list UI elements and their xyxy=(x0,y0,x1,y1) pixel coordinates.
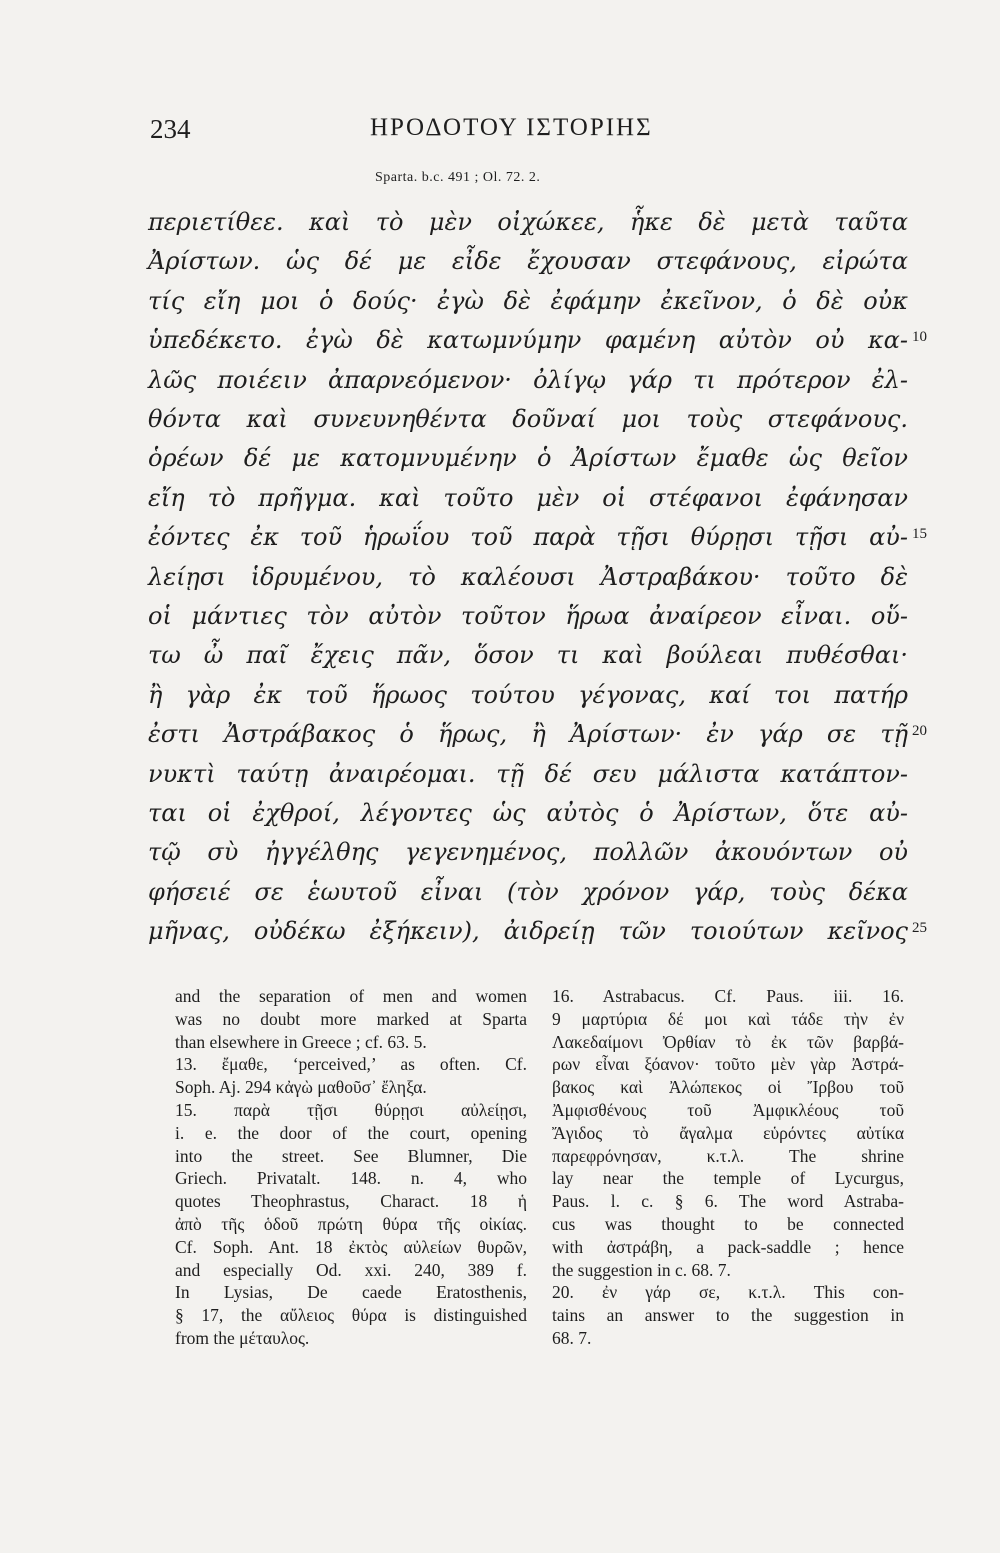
line-number: 25 xyxy=(912,920,927,936)
note-line: § 17, the αὔλειος θύρα is distinguished xyxy=(175,1305,527,1326)
subheading: Sparta. b.c. 491 ; Ol. 72. 2. xyxy=(375,170,541,185)
note-line: Λακεδαίμονι Ὀρθίαν τὸ ἐκ τῶν βαρβά- xyxy=(552,1031,904,1052)
note-line: and especially Od. xxi. 240, 389 f. xyxy=(175,1259,527,1280)
text-line: μῆνας, οὐδέκω ἐξήκειν), ἀιδρείῃ τῶν τοιούτων κεῖνος xyxy=(148,917,908,946)
note-line: the suggestion in c. 68. 7. xyxy=(552,1259,731,1280)
text-line: ὑπεδέκετο. ἐγὼ δὲ κατωμνύμην φαμένη αὐτὸν οὐ κα- xyxy=(148,326,908,355)
note-line: Ἀμφισθένους τοῦ Ἀμφικλέους τοῦ xyxy=(552,1099,904,1120)
note-line: Ἄγιδος τὸ ἄγαλμα εὑρόντες αὐτίκα xyxy=(552,1122,904,1143)
text-line: νυκτὶ ταύτῃ ἀναιρέομαι. τῇ δέ σευ μάλιστα κατάπτον- xyxy=(148,759,908,788)
note-line: i. e. the door of the court, opening xyxy=(175,1122,527,1143)
text-line: φήσειέ σε ἑωυτοῦ εἶναι (τὸν χρόνον γάρ, τοὺς δέκα xyxy=(148,877,908,906)
note-line: βακος καὶ Ἀλώπεκος οἱ Ἴρβου τοῦ xyxy=(552,1077,904,1098)
text-line: τίς εἴη μοι ὁ δούς· ἐγὼ δὲ ἐφάμην ἐκεῖνον, ὁ δὲ οὐκ xyxy=(148,286,908,315)
text-line: ται οἱ ἐχθροί, λέγοντες ὡς αὐτὸς ὁ Ἀρίστων, ὅτε αὐ- xyxy=(148,799,908,827)
text-line: θόντα καὶ συνευνηθέντα δοῦναί μοι τοὺς στεφάνους. xyxy=(148,405,908,433)
note-line: 68. 7. xyxy=(552,1327,592,1348)
line-number: 20 xyxy=(912,723,927,739)
note-line: 16. Astrabacus. Cf. Paus. iii. 16. xyxy=(552,986,904,1006)
text-line: ὁρέων δέ με κατομνυμένην ὁ Ἀρίστων ἔμαθε ὡς θεῖον xyxy=(148,444,908,473)
text-line: τῷ σὺ ἠγγέλθης γεγενημένος, πολλῶν ἀκουόντων οὐ xyxy=(148,838,908,867)
note-line: In Lysias, De caede Eratosthenis, xyxy=(175,1282,527,1303)
text-line: ἢ γὰρ ἐκ τοῦ ἥρωος τούτου γέγονας, καί τοι πατήρ xyxy=(148,680,908,709)
text-line: ἐστι Ἀστράβακος ὁ ἥρως, ἢ Ἀρίστων· ἐν γάρ σε τῇ xyxy=(148,720,908,749)
note-line: cus was thought to be connected xyxy=(552,1213,904,1234)
text-line: λῶς ποιέειν ἀπαρνεόμενον· ὀλίγῳ γάρ τι πρότερον ἐλ- xyxy=(148,365,908,394)
line-number: 15 xyxy=(912,526,927,542)
running-title: ΗΡΟΔΟΤΟΥ ΙΣΤΟΡΙΗΣ xyxy=(370,114,653,141)
note-line: and the separation of men and women xyxy=(175,986,527,1006)
text-line: λείῃσι ἱδρυμένου, τὸ καλέουσι Ἀστραβάκου· τοῦτο δὲ xyxy=(148,562,908,591)
note-line: was no doubt more marked at Sparta xyxy=(175,1008,527,1029)
note-line: παρεφρόνησαν, κ.τ.λ. The shrine xyxy=(552,1145,904,1166)
note-line: ρων εἶναι ξόανον· τοῦτο μὲν γὰρ Ἀστρά- xyxy=(552,1054,904,1075)
text-line: ἐόντες ἐκ τοῦ ἡρωΐου τοῦ παρὰ τῇσι θύρῃσι τῇσι αὐ- xyxy=(148,523,908,552)
note-line: from the μέταυλος. xyxy=(175,1327,310,1348)
note-line: Cf. Soph. Ant. 18 ἐκτὸς αὐλείων θυρῶν, xyxy=(175,1236,527,1257)
note-line: Paus. l. c. § 6. The word Astraba- xyxy=(552,1191,904,1212)
text-line: τω ὦ παῖ ἔχεις πᾶν, ὅσον τι καὶ βούλεαι πυθέσθαι· xyxy=(148,641,908,670)
text-line: Ἀρίστων. ὡς δέ με εἶδε ἔχουσαν στεφάνους, εἰρώτα xyxy=(148,247,908,276)
note-line: tains an answer to the suggestion in xyxy=(552,1305,904,1326)
note-line: 20. ἐν γάρ σε, κ.τ.λ. This con- xyxy=(552,1282,904,1303)
line-number: 10 xyxy=(912,329,927,345)
note-line: with ἀστράβη, a pack-saddle ; hence xyxy=(552,1236,904,1257)
note-line: 15. παρὰ τῇσι θύρῃσι αὐλείῃσι, xyxy=(175,1099,527,1120)
note-line: quotes Theophrastus, Charact. 18 ἡ xyxy=(175,1191,527,1212)
text-line: περιετίθεε. καὶ τὸ μὲν οἰχώκεε, ἧκε δὲ μετὰ ταῦτα xyxy=(148,208,908,236)
footnotes-right-column xyxy=(552,985,904,1350)
note-line: lay near the temple of Lycurgus, xyxy=(552,1168,904,1189)
note-line: ἀπὸ τῆς ὁδοῦ πρώτη θύρα τῆς οἰκίας. xyxy=(175,1213,527,1234)
page-number: 234 xyxy=(150,114,191,144)
note-line: Soph. Aj. 294 κἀγὼ μαθοῦσ᾽ ἔληξα. xyxy=(175,1077,427,1098)
note-line: 9 μαρτύρια δέ μοι καὶ τάδε τὴν ἐν xyxy=(552,1008,904,1029)
note-line: than elsewhere in Greece ; cf. 63. 5. xyxy=(175,1031,427,1052)
note-line: into the street. See Blumner, Die xyxy=(175,1145,527,1166)
note-line: Griech. Privatalt. 148. n. 4, who xyxy=(175,1168,527,1189)
note-line: 13. ἔμαθε, ‘perceived,’ as often. Cf. xyxy=(175,1054,527,1075)
text-line: οἱ μάντιες τὸν αὐτὸν τοῦτον ἥρωα ἀναίρεον εἶναι. οὕ- xyxy=(148,602,908,630)
text-line: εἴη τὸ πρῆγμα. καὶ τοῦτο μὲν οἱ στέφανοι ἐφάνησαν xyxy=(148,483,908,512)
footnotes-left-column xyxy=(175,985,527,1350)
